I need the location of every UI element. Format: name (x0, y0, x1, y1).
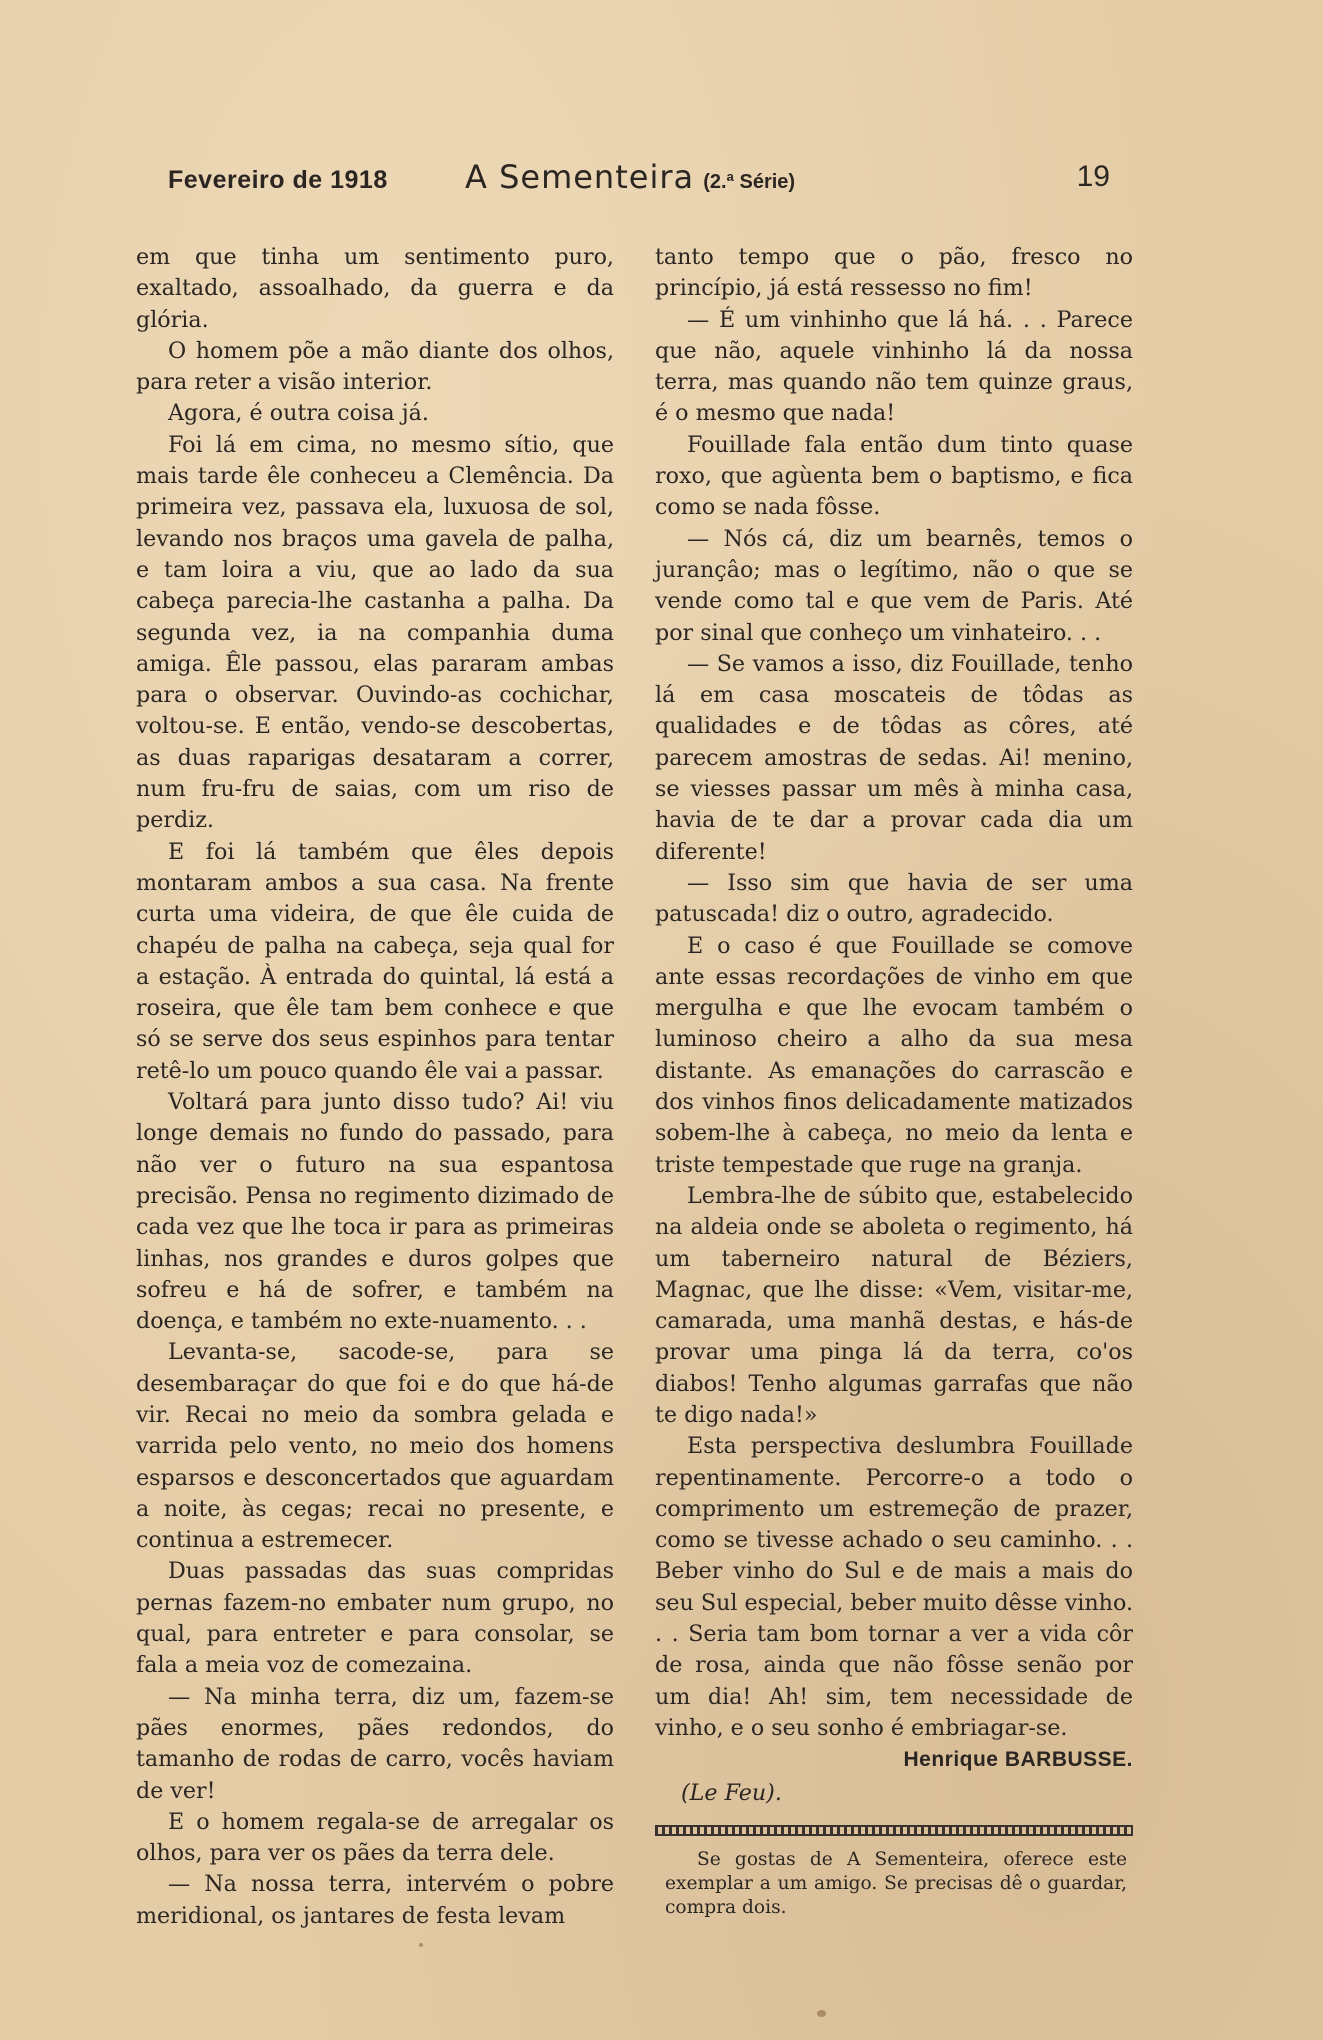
paragraph: Foi lá em cima, no mesmo sítio, que mais tarde êle conheceu a Clemência. Da primeira vez, passava ela, luxuosa de sol, levando nos braços uma gavela de palha, e tam loira a viu, que ao lado da sua cabeça parecia-lhe castanha a palha. Da segunda vez, ia na companhia duma amiga. Êle passou, elas pararam ambas para o observar. Ouvindo-as cochichar, voltou-se. E então, vendo-se descobertas, as duas raparigas desataram a correr, num fru-fru de saias, com um riso de perdiz. (136, 431, 614, 834)
paragraph: E foi lá também que êles depois montaram ambos a sua casa. Na frente curta uma videira, de que êle cuida de chapéu de palha na cabeça, seja qual for a estação. À entrada do quintal, lá está a roseira, que êle tam bem conhece e que só se serve dos seus espinhos para tentar retê-lo um pouco quando êle vai a passar. (136, 838, 614, 1084)
paragraph: Levanta-se, sacode-se, para se desembaraçar do que foi e do que há-de vir. Recai no meio da sombra gelada e varrida pelo vento, no meio dos homens esparsos e desconcertados que aguardam a noite, às cegas; recai no presente, e continua a estremecer. (136, 1339, 614, 1554)
paragraph: Fouillade fala então dum tinto quase roxo, que agùenta bem o baptismo, e fica como se nada fôsse. (655, 431, 1133, 521)
paragraph: E o homem regala-se de arregalar os olhos, para ver os pães da terra dele. (136, 1808, 614, 1867)
paragraph: Agora, é outra coisa já. (168, 400, 429, 427)
ink-stain (817, 2010, 826, 2017)
paragraph: tanto tempo que o pão, fresco no princípio, já está ressesso no fim! (655, 244, 1133, 302)
author-signature: Henrique BARBUSSE. (903, 1748, 1133, 1772)
subscription-notice: Se gostas de A Sementeira, oferece este exemplar a um amigo. Se precisas dê o guardar, compra dois. (665, 1849, 1127, 1919)
paragraph: — É um vinhinho que lá há. . . Parece que não, aquele vinhinho lá da nossa terra, mas quando não tem quinze graus, é o mesmo que nada! (655, 306, 1133, 427)
paragraph: O homem põe a mão diante dos olhos, para reter a visão interior. (136, 337, 614, 396)
source-citation: (Le Feu). (681, 1780, 782, 1807)
running-head (160, 158, 1110, 208)
page-number: 19 (1076, 160, 1110, 193)
ornamental-rule (655, 1825, 1133, 1836)
paragraph: Esta perspectiva deslumbra Fouillade repentinamente. Percorre-o a todo o comprimento um estremeção de prazer, como se tivesse achado o seu caminho. . . Beber vinho do Sul e de mais a mais do seu Sul especial, beber muito dêsse vinho. . . Seria tam bom tornar a ver a vida côr de rosa, ainda que não fôsse senão por um dia! Ah! sim, tem necessidade de vinho, e o seu sonho é embriagar-se. (655, 1433, 1133, 1741)
paragraph: — Isso sim que havia de ser uma patuscada! diz o outro, agradecido. (655, 869, 1133, 928)
left-column (136, 242, 614, 1932)
series-label: (2.ª Série) (703, 171, 796, 193)
paragraph: — Na minha terra, diz um, fazem-se pães enormes, pães redondos, do tamanho de rodas de carro, vocês haviam de ver! (136, 1683, 614, 1804)
paragraph: — Se vamos a isso, diz Fouillade, tenho lá em casa moscateis de tôdas as qualidades e de tôdas as côres, até parecem amostras de sedas. Ai! menino, se viesses passar um mês à minha casa, havia de te dar a provar cada dia um diferente! (655, 650, 1133, 865)
periodical-title: A Sementeira (465, 158, 695, 196)
right-column (655, 242, 1133, 1920)
paragraph: — Nós cá, diz um bearnês, temos o jurançâo; mas o legítimo, não o que se vende como tal e que vem de Paris. Até por sinal que conheço um vinhateiro. . . (655, 525, 1133, 646)
header-date: Fevereiro de 1918 (168, 166, 388, 194)
paragraph: Voltará para junto disso tudo? Ai! viu longe demais no fundo do passado, para não ver o futuro na sua espantosa precisão. Pensa no regimento dizimado de cada vez que lhe toca ir para as primeiras linhas, nos grandes e duros golpes que sofreu e há de sofrer, e também na doença, e também no exte-nuamento. . . (136, 1089, 614, 1335)
header-title-block (465, 158, 795, 196)
paragraph: E o caso é que Fouillade se comove ante essas recordações de vinho em que mergulha e que lhe evocam também o luminoso cheiro a alho da sua mesa distante. As emanações do carrascão e dos vinhos finos delicadamente matizados sobem-lhe à cabeça, no meio da lenta e triste tempestade que ruge na granja. (655, 932, 1133, 1178)
ink-stain (419, 1943, 423, 1947)
paragraph: — Na nossa terra, intervém o pobre meridional, os jantares de festa levam (136, 1871, 614, 1929)
paragraph: em que tinha um sentimento puro, exaltado, assoalhado, da guerra e da glória. (136, 244, 614, 333)
paragraph: Lembra-lhe de súbito que, estabelecido na aldeia onde se aboleta o regimento, há um taberneiro natural de Béziers, Magnac, que lhe disse: «Vem, visitar-me, camarada, uma manhã destas, e hás-de provar uma pinga lá da terra, co'os diabos! Tenho algumas garrafas que não te digo nada!» (655, 1182, 1133, 1428)
paragraph: Duas passadas das suas compridas pernas fazem-no embater num grupo, no qual, para entreter e para consolar, se fala a meia voz de comezaina. (136, 1558, 614, 1679)
